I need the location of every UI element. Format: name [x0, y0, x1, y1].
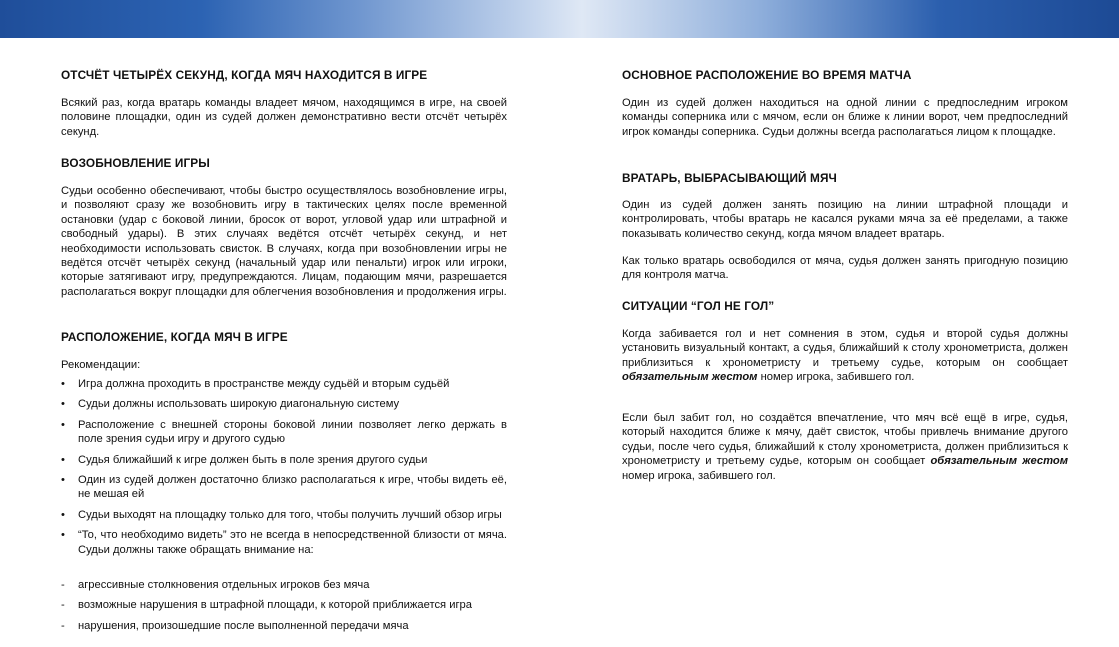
section-title-positioning: РАСПОЛОЖЕНИЕ, КОГДА МЯЧ В ИГРЕ — [61, 330, 288, 344]
section-text-four-seconds: Всякий раз, когда вратарь команды владеет мячом, находящимся в игре, на своей половине площадки, один из судей должен демонстративно вести отсчёт четырёх секунд. — [61, 97, 507, 138]
goal-paragraph-1: Когда забивается гол и нет сомнения в этом, судья и второй судья должны установить визуальный контакт, а судья, ближайший к столу хронометриста, должен приблизиться к хронометристу и третьему судье, которым он сообщает обязательным жестом номер игрока, забившего гол. — [622, 328, 1068, 384]
header-gradient-band — [0, 0, 1119, 38]
list-item: • Расположение с внешней стороны боковой линии позволяет легко держать в поле зрения судьи игру и другого судью — [61, 418, 507, 447]
list-item: • Судьи должны использовать широкую диагональную систему — [61, 397, 507, 411]
emphasis-mandatory-gesture: обязательным жестом — [930, 455, 1068, 468]
recommendations-list — [61, 377, 507, 557]
section-text-restart: Судьи особенно обеспечивают, чтобы быстро осуществлялось возобновление игры, и позволяют сразу же возобновить игру в тактических целях после временной остановки (удар с боковой линии, бросок от ворот, угловой удар или штрафной и свободный удары). В этих случаях ведётся отсчёт четырёх секунд, и нет необходимости использовать свисток. В случаях, когда при возобновлении игры не ведётся отсчёт четырёх секунд (начальный удар или пенальти) игрок или игроки, которые затягивают игру, предупреждаются. Лицам, подающим мячи, разрешается располагаться вокруг площадки для облегчения возобновления и продолжения игры. — [61, 185, 507, 298]
section-title-goalkeeper: ВРАТАРЬ, ВЫБРАСЫВАЮЩИЙ МЯЧ — [622, 171, 837, 185]
list-item: • Судья ближайший к игре должен быть в поле зрения другого судьи — [61, 453, 507, 467]
list-item: - агрессивные столкновения отдельных игроков без мяча — [61, 578, 507, 592]
goal-paragraph-2: Если был забит гол, но создаётся впечатление, что мяч всё ещё в игре, судья, который находится ближе к мячу, даёт свисток, чтобы привлечь внимание другого судьи, после чего судья, ближайший к столу хронометриста, должен приблизиться к хронометристу и третьему судье, которым он сообщает обязательным жестом номер игрока, забившего гол. — [622, 412, 1068, 482]
list-item: • “То, что необходимо видеть” это не всегда в непосредственной близости от мяча. Судьи должны также обращать внимание на: — [61, 528, 507, 557]
section-text-basic-positioning: Один из судей должен находиться на одной линии с предпоследним игроком команды соперника или с мячом, если он ближе к линии ворот, чем предпоследний игрок команды соперника. Судьи должны всегда располагаться лицом к площадке. — [622, 97, 1068, 138]
emphasis-mandatory-gesture: обязательным жестом — [622, 371, 758, 384]
list-item: - нарушения, произошедшие после выполненной передачи мяча — [61, 619, 507, 633]
section-text-goalkeeper: Один из судей должен занять позицию на линии штрафной площади и контролировать, чтобы вратарь не касался руками мяча за её пределами, а также показывать количество секунд, когда мячом владеет вратарь. — [622, 199, 1068, 240]
list-item: • Игра должна проходить в пространстве между судьёй и вторым судьёй — [61, 377, 507, 391]
section-text-goalkeeper-release: Как только вратарь освободился от мяча, судья должен занять пригодную позицию для контроля матча. — [622, 255, 1068, 282]
list-item: • Судьи выходят на площадку только для того, чтобы получить лучший обзор игры — [61, 508, 507, 522]
attention-list — [61, 578, 507, 633]
section-title-basic-positioning: ОСНОВНОЕ РАСПОЛОЖЕНИЕ ВО ВРЕМЯ МАТЧА — [622, 68, 912, 82]
recommendations-label: Рекомендации: — [61, 359, 141, 371]
list-item: • Один из судей должен достаточно близко располагаться к игре, чтобы видеть её, не мешая ей — [61, 473, 507, 502]
section-title-goal-situations: СИТУАЦИИ “ГОЛ НЕ ГОЛ” — [622, 299, 775, 313]
section-title-restart: ВОЗОБНОВЛЕНИЕ ИГРЫ — [61, 156, 210, 170]
section-title-four-seconds: ОТСЧЁТ ЧЕТЫРЁХ СЕКУНД, КОГДА МЯЧ НАХОДИТСЯ В ИГРЕ — [61, 68, 428, 82]
list-item: - возможные нарушения в штрафной площади, к которой приближается игра — [61, 598, 507, 612]
